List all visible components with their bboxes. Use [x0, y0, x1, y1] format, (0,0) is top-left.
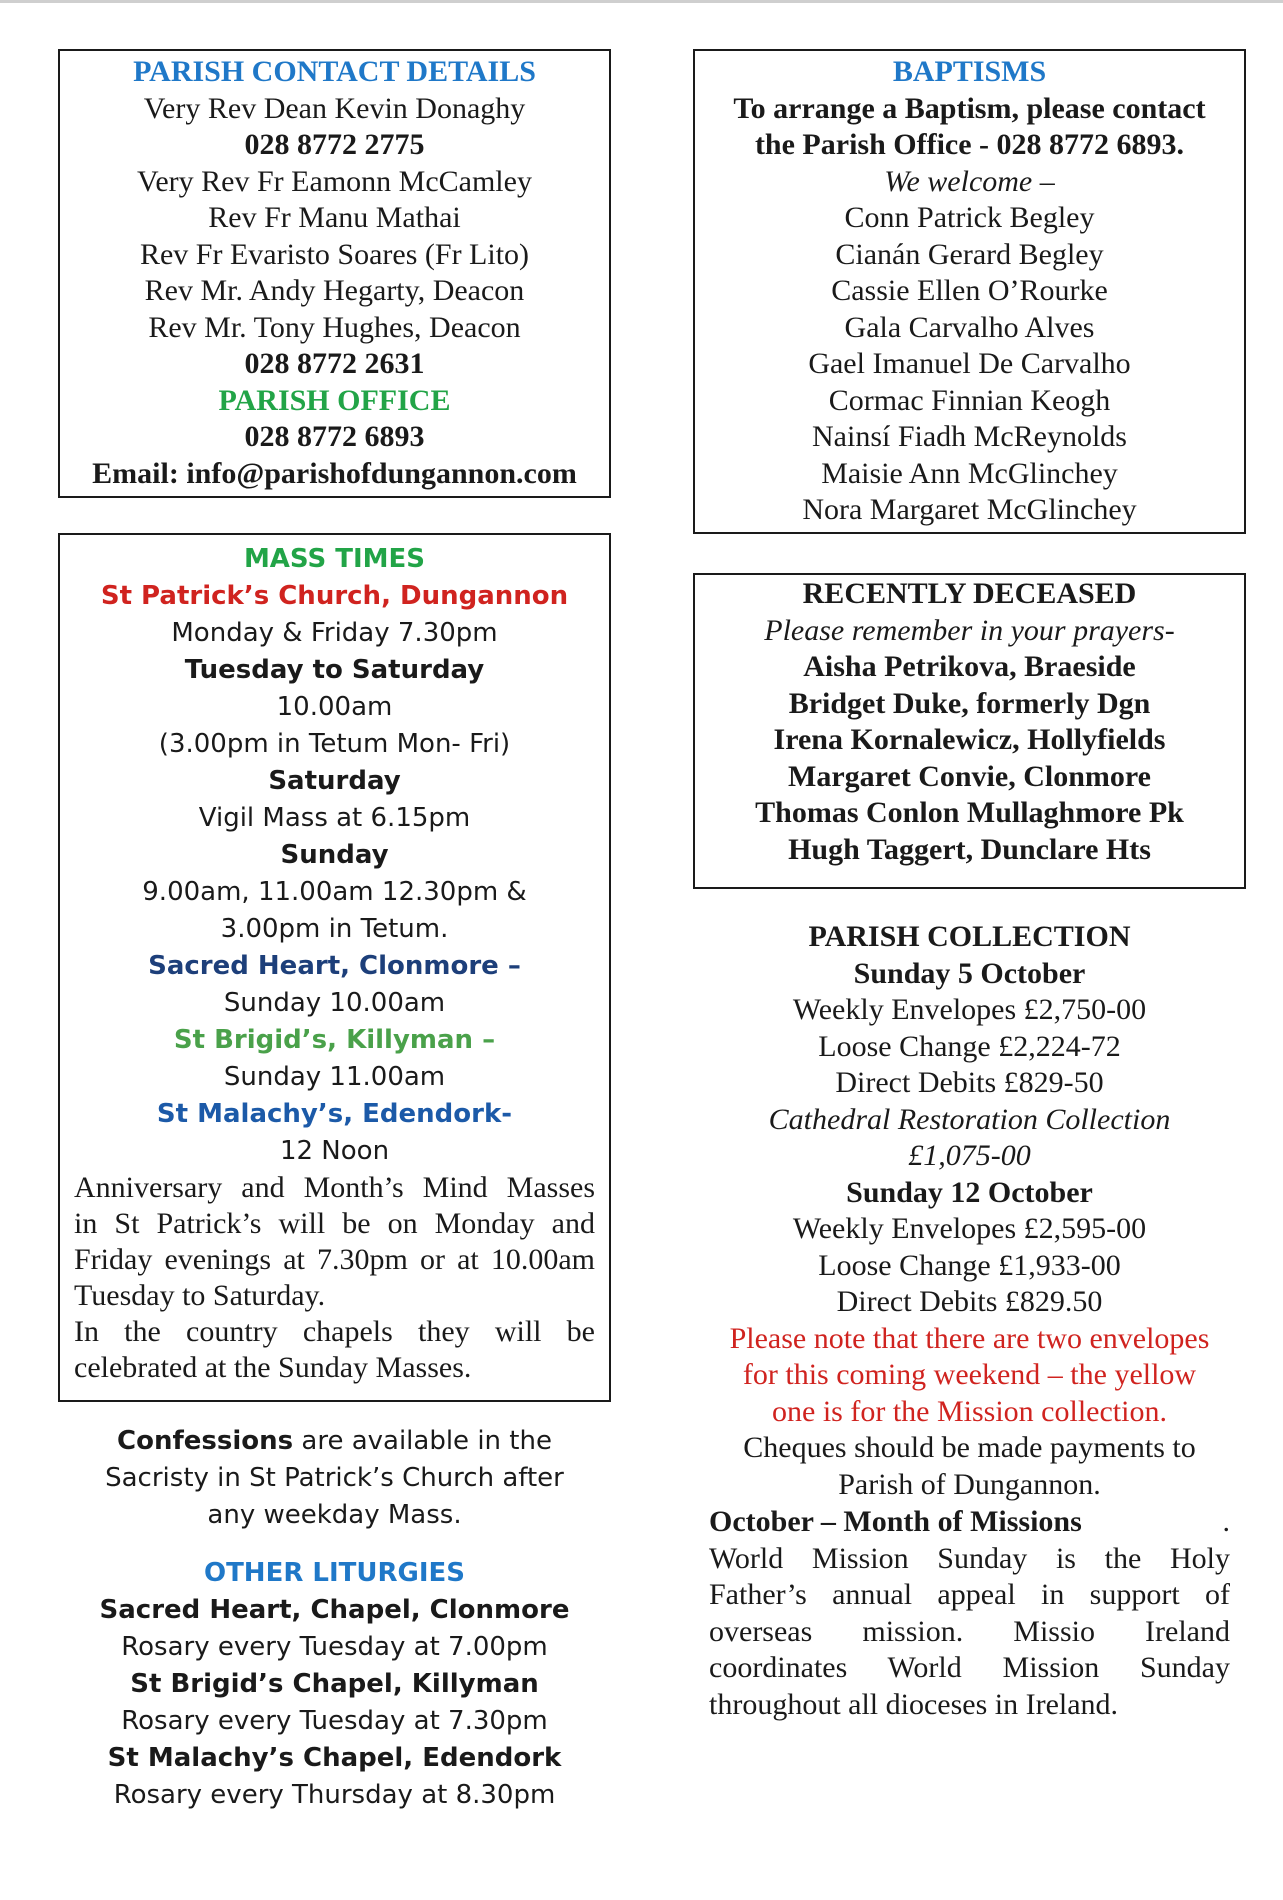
- mass-time: 9.00am, 11.00am 12.30pm &: [142, 877, 527, 907]
- baptism-name: Nainsí Fiadh McReynolds: [812, 420, 1127, 453]
- deceased-name: Hugh Taggert, Dunclare Hts: [788, 832, 1151, 866]
- missions-line: overseas mission. Missio Ireland: [709, 1614, 1230, 1648]
- church-heading: St Patrick’s Church, Dungannon: [100, 581, 569, 611]
- parish-collection-section: [693, 919, 1246, 1503]
- collection-amount: Weekly Envelopes £2,595-00: [792, 1212, 1147, 1245]
- confessions-line: any weekday Mass.: [207, 1500, 462, 1530]
- masses-paragraph-line: in St Patrick’s will be on Monday and: [74, 1207, 595, 1240]
- confessions-text: are available in the: [293, 1426, 552, 1456]
- baptisms-welcome: We welcome –: [884, 164, 1055, 198]
- missions-heading-line: [709, 1504, 1230, 1541]
- church-heading: St Malachy’s, Edendork-: [156, 1099, 513, 1129]
- office-phone: 028 8772 6893: [244, 420, 425, 453]
- liturgy-time: Rosary every Tuesday at 7.00pm: [121, 1632, 548, 1662]
- confessions-section: [58, 1423, 611, 1534]
- parish-office-title: PARISH OFFICE: [218, 383, 451, 417]
- mass-time: Sunday 11.00am: [223, 1062, 446, 1092]
- collection-week: Sunday 12 October: [846, 1175, 1093, 1209]
- mass-time: 10.00am: [276, 692, 393, 722]
- liturgy-heading: St Malachy’s Chapel, Edendork: [107, 1743, 562, 1773]
- confessions-line: [58, 1423, 611, 1460]
- mass-time: Sunday 10.00am: [223, 988, 446, 1018]
- contact-email: Email: info@parishofdungannon.com: [92, 456, 577, 490]
- masses-paragraph-line: Friday evenings at 7.30pm or at 10.00am: [74, 1243, 595, 1276]
- missions-title: October – Month of Missions: [709, 1505, 1082, 1538]
- masses-paragraph-line: Tuesday to Saturday.: [74, 1279, 326, 1312]
- contact-line: Rev Fr Manu Mathai: [208, 201, 461, 234]
- month-of-missions-section: [709, 1504, 1230, 1723]
- collection-amount: Direct Debits £829-50: [835, 1066, 1104, 1099]
- missions-dot: .: [1222, 1505, 1230, 1538]
- liturgy-heading: St Brigid’s Chapel, Killyman: [130, 1669, 539, 1699]
- baptism-name: Conn Patrick Begley: [844, 201, 1095, 234]
- liturgy-heading: Sacred Heart, Chapel, Clonmore: [99, 1595, 570, 1625]
- contact-title: PARISH CONTACT DETAILS: [133, 55, 536, 88]
- deceased-name: Bridget Duke, formerly Dgn: [788, 686, 1151, 720]
- missions-line: coordinates World Mission Sunday: [709, 1651, 1230, 1684]
- cathedral-amount: £1,075-00: [908, 1139, 1031, 1172]
- mass-time: 3.00pm in Tetum.: [220, 914, 449, 944]
- mass-times-box: [58, 533, 611, 1402]
- collection-amount: Loose Change £1,933-00: [818, 1248, 1121, 1282]
- cathedral-collection: Cathedral Restoration Collection: [768, 1102, 1171, 1136]
- recently-deceased-box: [693, 573, 1246, 889]
- missions-line: Father’s annual appeal in support of: [709, 1578, 1230, 1611]
- contact-phone: 028 8772 2775: [244, 128, 425, 161]
- other-liturgies-section: [58, 1555, 611, 1814]
- mass-time: Vigil Mass at 6.15pm: [198, 803, 471, 833]
- baptism-name: Cormac Finnian Keogh: [828, 383, 1111, 417]
- envelope-note: Please note that there are two envelopes: [729, 1321, 1210, 1355]
- deceased-name: Aisha Petrikova, Braeside: [803, 650, 1136, 683]
- baptism-name: Maisie Ann McGlinchey: [821, 456, 1118, 490]
- contact-details-box: [58, 49, 611, 498]
- baptism-name: Nora Margaret McGlinchey: [802, 493, 1137, 526]
- mass-day: Sunday: [280, 840, 389, 870]
- confessions-label: Confessions: [117, 1426, 294, 1456]
- collection-week: Sunday 5 October: [853, 956, 1086, 990]
- baptism-name: Gala Carvalho Alves: [844, 310, 1095, 344]
- collection-amount: Loose Change £2,224-72: [818, 1029, 1121, 1063]
- collection-amount: Direct Debits £829.50: [836, 1285, 1103, 1318]
- mass-time: 12 Noon: [279, 1136, 390, 1166]
- mass-times-title: MASS TIMES: [243, 544, 426, 574]
- mass-time: Monday & Friday 7.30pm: [171, 618, 498, 648]
- contact-line: Very Rev Dean Kevin Donaghy: [143, 91, 526, 125]
- church-heading: St Brigid’s, Killyman –: [173, 1025, 496, 1055]
- masses-paragraph-line: celebrated at the Sunday Masses.: [74, 1351, 472, 1384]
- missions-line: throughout all dioceses in Ireland.: [709, 1687, 1119, 1721]
- envelope-note: one is for the Mission collection.: [772, 1394, 1167, 1428]
- liturgy-time: Rosary every Thursday at 8.30pm: [113, 1780, 556, 1810]
- contact-line: Rev Mr. Tony Hughes, Deacon: [148, 310, 521, 344]
- baptism-name: Cianán Gerard Begley: [835, 237, 1104, 271]
- baptisms-intro: the Parish Office - 028 8772 6893.: [754, 128, 1185, 161]
- other-liturgies-title: OTHER LITURGIES: [203, 1558, 466, 1588]
- deceased-title: RECENTLY DECEASED: [802, 577, 1137, 610]
- deceased-intro: Please remember in your prayers-: [764, 613, 1175, 647]
- deceased-name: Thomas Conlon Mullaghmore Pk: [755, 796, 1184, 829]
- baptism-name: Cassie Ellen O’Rourke: [831, 274, 1108, 307]
- contact-line: Rev Fr Evaristo Soares (Fr Lito): [139, 237, 530, 271]
- envelope-note: for this coming weekend – the yellow: [742, 1358, 1197, 1391]
- mass-day: Tuesday to Saturday: [184, 655, 485, 685]
- church-heading: Sacred Heart, Clonmore –: [148, 951, 521, 981]
- contact-line: Rev Mr. Andy Hegarty, Deacon: [144, 274, 525, 307]
- baptism-name: Gael Imanuel De Carvalho: [808, 347, 1131, 380]
- confessions-line: Sacristy in St Patrick’s Church after: [105, 1463, 564, 1493]
- baptisms-box: [693, 49, 1246, 534]
- collection-title: PARISH COLLECTION: [808, 920, 1131, 953]
- contact-phone: 028 8772 2631: [244, 347, 425, 380]
- mass-day: Saturday: [268, 766, 401, 796]
- collection-amount: Weekly Envelopes £2,750-00: [792, 993, 1147, 1026]
- masses-paragraph-line: In the country chapels they will be: [74, 1315, 595, 1348]
- baptisms-title: BAPTISMS: [892, 55, 1047, 88]
- baptisms-intro: To arrange a Baptism, please contact: [733, 91, 1206, 125]
- liturgy-time: Rosary every Tuesday at 7.30pm: [121, 1706, 548, 1736]
- deceased-name: Irena Kornalewicz, Hollyfields: [773, 723, 1166, 756]
- top-border: [0, 0, 1283, 3]
- missions-line: World Mission Sunday is the Holy: [709, 1541, 1230, 1575]
- mass-time: (3.00pm in Tetum Mon- Fri): [158, 729, 511, 759]
- contact-line: Very Rev Fr Eamonn McCamley: [137, 164, 532, 198]
- deceased-name: Margaret Convie, Clonmore: [788, 759, 1151, 793]
- masses-paragraph-line: Anniversary and Month’s Mind Masses: [74, 1171, 595, 1204]
- cheques-note: Parish of Dungannon.: [838, 1467, 1101, 1501]
- cheques-note: Cheques should be made payments to: [743, 1431, 1196, 1464]
